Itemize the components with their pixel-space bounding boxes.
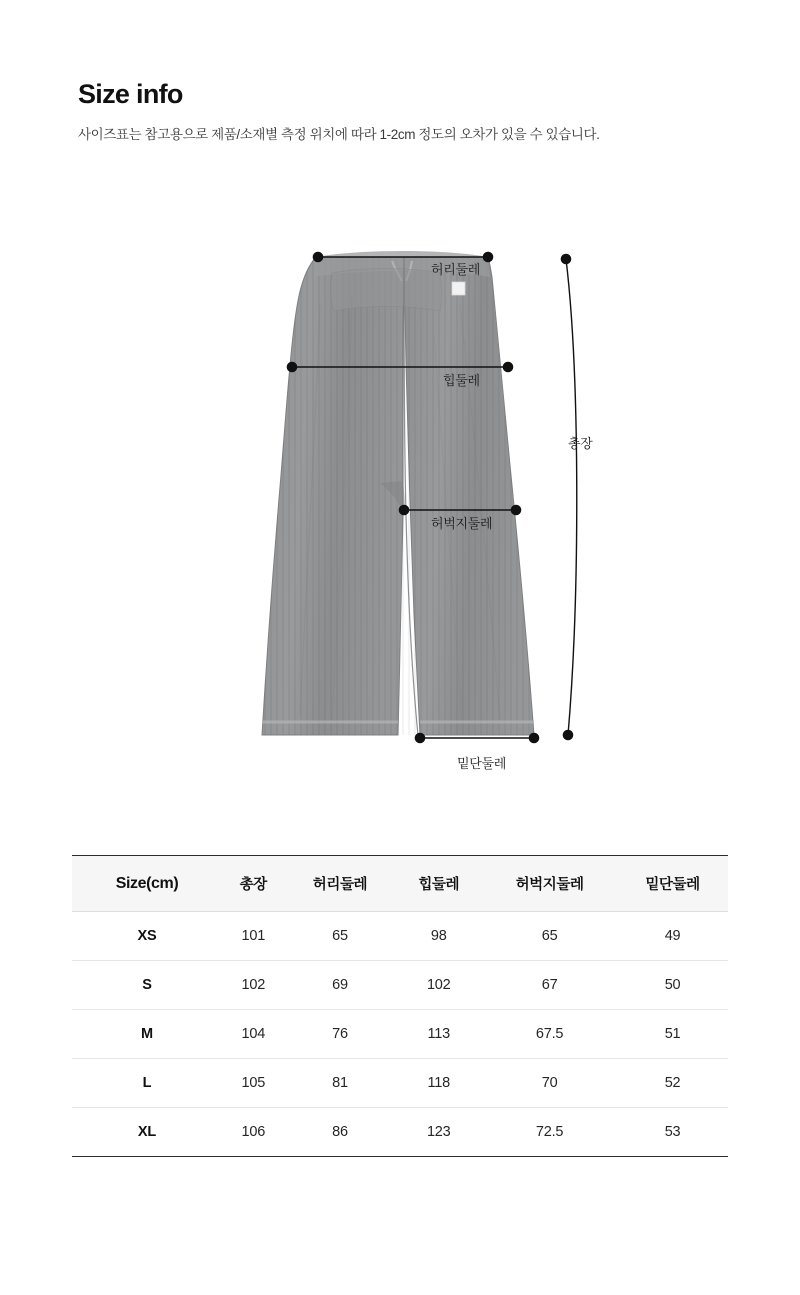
cell-total-length: 102: [222, 961, 285, 1010]
cell-size: L: [72, 1059, 222, 1108]
cell-size: M: [72, 1010, 222, 1059]
cell-hip: 113: [395, 1010, 482, 1059]
table-head: [72, 856, 728, 912]
cell-waist: 69: [285, 961, 396, 1010]
cell-size: S: [72, 961, 222, 1010]
cell-hip: 98: [395, 912, 482, 961]
cell-hem: 53: [617, 1108, 728, 1157]
column-header-size: Size(cm): [72, 856, 222, 912]
cell-total-length: 104: [222, 1010, 285, 1059]
measurement-diagram: [0, 215, 800, 825]
page-title: Size info: [78, 79, 183, 109]
cell-thigh: 65: [482, 912, 617, 961]
cell-hip: 102: [395, 961, 482, 1010]
cell-hem: 52: [617, 1059, 728, 1108]
cell-hem: 49: [617, 912, 728, 961]
label-hem: 밑단둘레: [457, 756, 507, 771]
column-header-total-length: 총장: [222, 856, 285, 912]
cell-hem: 51: [617, 1010, 728, 1059]
cell-thigh: 67: [482, 961, 617, 1010]
table-row: [72, 1059, 728, 1108]
cell-waist: 86: [285, 1108, 396, 1157]
pants-illustration: [262, 251, 534, 735]
label-total-length: 총장: [568, 436, 593, 451]
label-thigh: 허벅지둘레: [431, 516, 493, 531]
cell-total-length: 101: [222, 912, 285, 961]
cell-waist: 81: [285, 1059, 396, 1108]
cell-size: XS: [72, 912, 222, 961]
cell-total-length: 105: [222, 1059, 285, 1108]
table-row: [72, 1010, 728, 1059]
column-header-hem: 밑단둘레: [617, 856, 728, 912]
size-table: [72, 855, 728, 1157]
cell-size: XL: [72, 1108, 222, 1157]
cell-waist: 76: [285, 1010, 396, 1059]
table-row: [72, 961, 728, 1010]
cell-thigh: 67.5: [482, 1010, 617, 1059]
cell-hip: 118: [395, 1059, 482, 1108]
cell-hem: 50: [617, 961, 728, 1010]
header: [78, 78, 728, 145]
table-row: [72, 912, 728, 961]
column-header-waist: 허리둘레: [285, 856, 396, 912]
page-subtitle: 사이즈표는 참고용으로 제품/소재별 측정 위치에 따라 1-2cm 정도의 오차가 있을 수 있습니다.: [78, 127, 600, 143]
label-hip: 힙둘레: [443, 373, 480, 388]
cell-total-length: 106: [222, 1108, 285, 1157]
column-header-thigh: 허벅지둘레: [482, 856, 617, 912]
size-table-wrap: [72, 855, 728, 1157]
cell-waist: 65: [285, 912, 396, 961]
label-waist: 허리둘레: [431, 262, 481, 277]
column-header-hip: 힙둘레: [395, 856, 482, 912]
table-header-row: [72, 856, 728, 912]
cell-hip: 123: [395, 1108, 482, 1157]
cell-thigh: 72.5: [482, 1108, 617, 1157]
table-row: [72, 1108, 728, 1157]
cell-thigh: 70: [482, 1059, 617, 1108]
table-body: [72, 912, 728, 1157]
